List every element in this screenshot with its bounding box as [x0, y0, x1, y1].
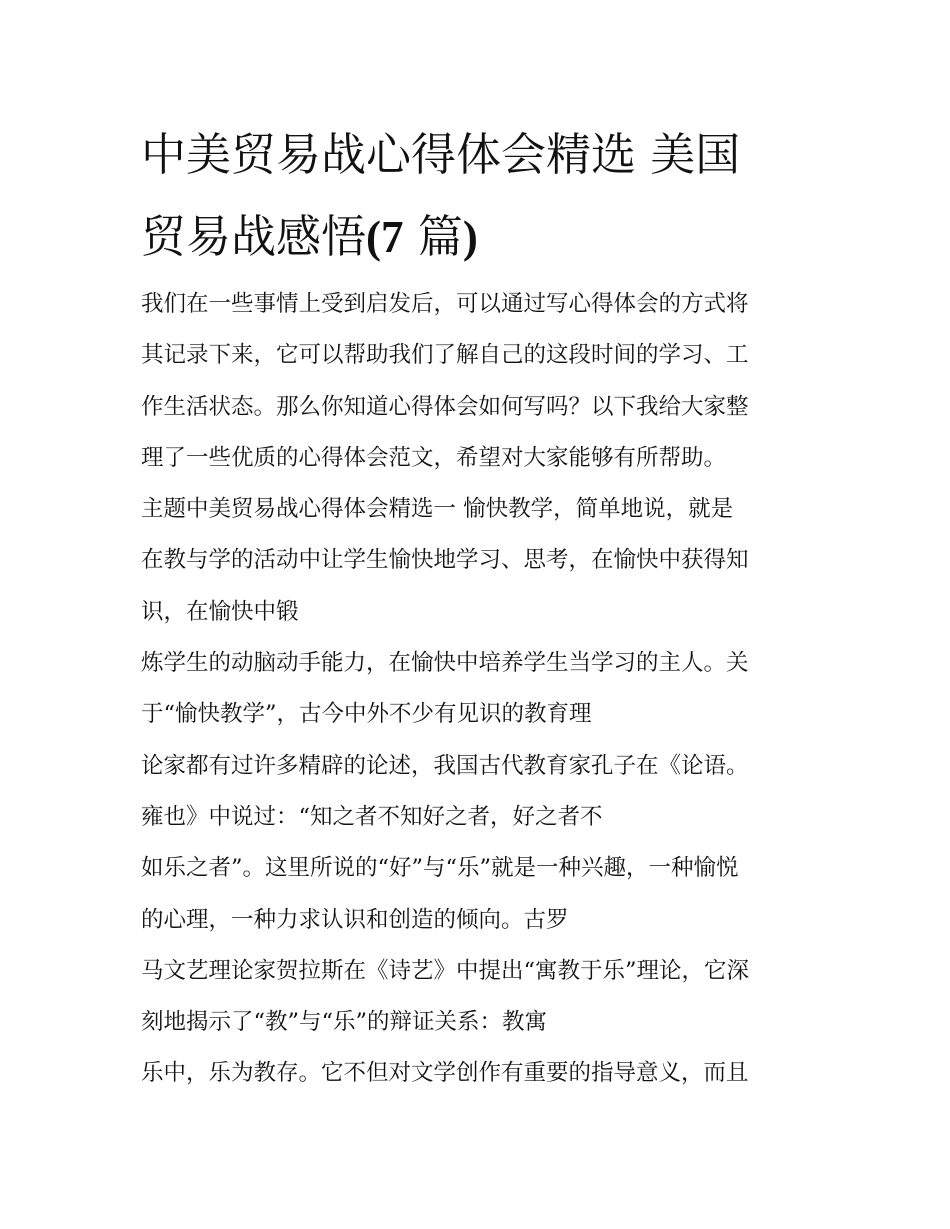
body-line: 理了一些优质的心得体会范文，希望对大家能够有所帮助。 [141, 444, 727, 471]
body-line: 马文艺理论家贺拉斯在《诗艺》中提出“寓教于乐”理论，它深 [141, 957, 750, 984]
body-line: 刻地揭示了“教”与“乐”的辩证关系：教寓 [141, 1009, 548, 1036]
body-line: 炼学生的动脑动手能力，在愉快中培养学生当学习的主人。关 [141, 650, 749, 677]
body-line: 于“愉快教学”，古今中外不少有见识的教育理 [141, 701, 592, 728]
title-count-unit: 篇 [403, 210, 463, 263]
body-line: 乐中，乐为教存。它不但对文学创作有重要的指导意义，而且 [141, 1060, 749, 1087]
body-line: 我们在一些事情上受到启发后，可以通过写心得体会的方式将 [141, 291, 749, 317]
body-line: 论家都有过许多精辟的论述，我国古代教育家孔子在《论语。 [141, 752, 749, 779]
title-line-2 [141, 196, 821, 278]
body-line: 的心理，一种力求认识和创造的倾向。古罗 [141, 906, 569, 933]
body-line: 在教与学的活动中让学生愉快地学习、思考，在愉快中获得知 [141, 547, 749, 574]
body-line: 如乐之者”。这里所说的“好”与“乐”就是一种兴趣，一种愉悦 [141, 855, 739, 882]
title-count-close: ) [462, 212, 478, 262]
title-count-open: (7 [366, 212, 404, 262]
body-line: 主题中美贸易战心得体会精选一 愉快教学，简单地说，就是 [141, 496, 734, 523]
title-line-2-text: 贸易战感悟 [141, 210, 367, 263]
body-line: 雍也》中说过：“知之者不知好之者，好之者不 [141, 803, 603, 830]
body-line: 作生活状态。那么你知道心得体会如何写吗？以下我给大家整 [141, 393, 749, 420]
body-line: 识，在愉快中锻 [141, 598, 299, 625]
title-line-1: 中美贸易战心得体会精选 美国 [141, 128, 741, 181]
document-title [141, 114, 821, 278]
body-line: 其记录下来，它可以帮助我们了解自己的这段时间的学习、工 [141, 342, 749, 369]
document-body [141, 279, 831, 1100]
